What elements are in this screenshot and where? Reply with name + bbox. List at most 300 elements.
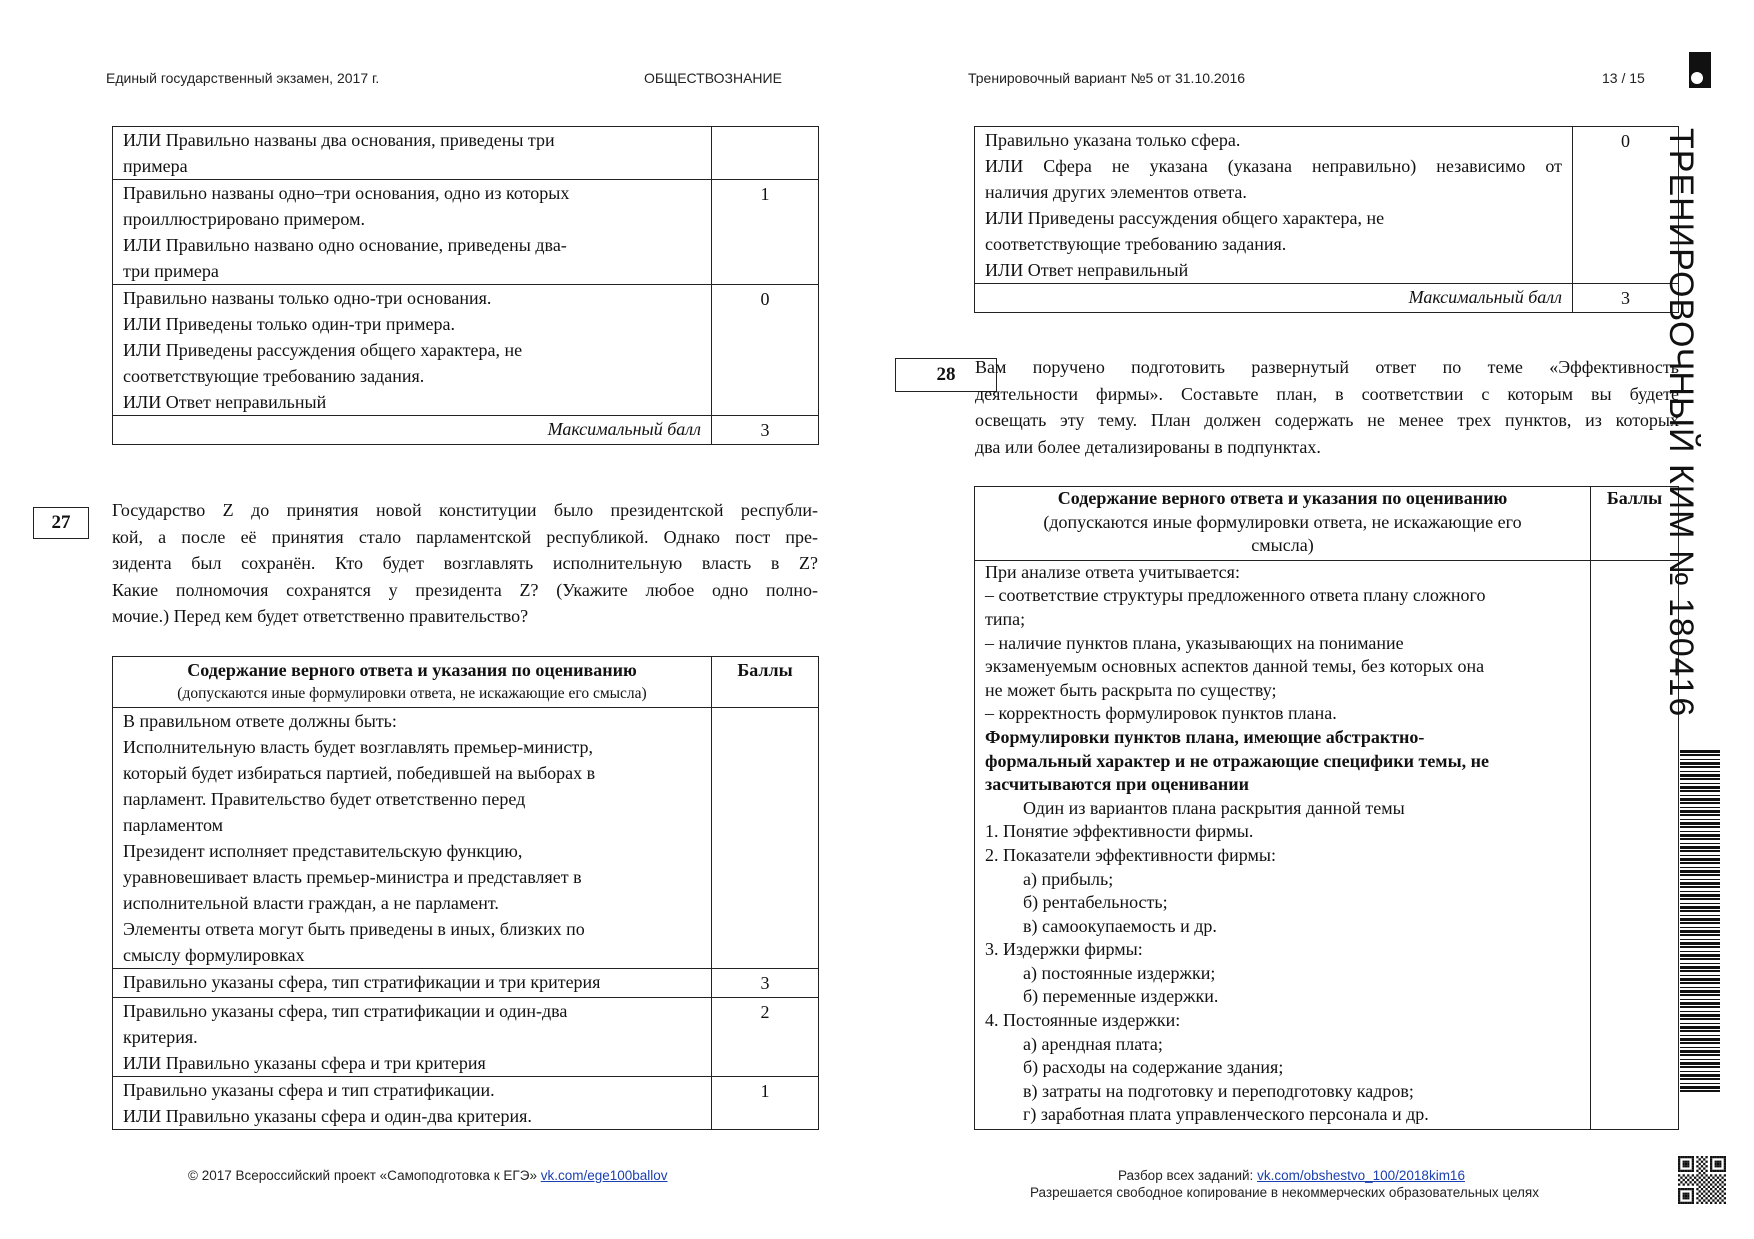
criteria-line: Правильно указаны сфера, тип стратификации и один-два [123,1001,568,1021]
qr-cell [1685,1181,1687,1183]
qr-cell [1678,1167,1680,1169]
qr-cell [1710,1165,1712,1167]
barcode-bar [1680,987,1720,988]
qr-cell [1719,1174,1721,1176]
footer-left [188,1168,668,1183]
criteria-cell [113,285,712,416]
barcode-bar [1680,1083,1720,1084]
qr-cell [1678,1199,1680,1201]
qr-cell [1678,1161,1680,1163]
qr-cell [1678,1174,1680,1176]
header-page: 13 / 15 [1602,70,1645,86]
qr-cell [1692,1156,1694,1158]
barcode-bar [1680,1054,1720,1056]
barcode-bar [1680,790,1720,792]
barcode-bar [1680,1030,1720,1032]
qr-cell [1705,1193,1707,1195]
qr-cell [1724,1197,1726,1199]
plan-item: 2. Показатели эффективности фирмы: [985,844,1276,865]
table27-head-score: Баллы [712,657,819,708]
qr-cell [1703,1195,1705,1197]
qr-cell [1678,1202,1680,1204]
criteria-line: ИЛИ Правильно указаны сфера и один-два критерия. [123,1106,532,1126]
qr-cell [1680,1202,1682,1204]
task-28-text [975,354,1679,460]
qr-cell [1708,1190,1710,1192]
qr-cell [1692,1195,1694,1197]
footer-left-text: © 2017 Всероссийский проект «Самоподготовка к ЕГЭ» [188,1168,537,1183]
qr-cell [1705,1170,1707,1172]
qr-cell [1696,1156,1698,1158]
qr-cell [1710,1163,1712,1165]
criteria-score: 1 [712,180,819,285]
qr-cell [1719,1183,1721,1185]
criteria-score: 1 [712,1077,819,1130]
intro-line: типа; [985,608,1026,629]
qr-cell [1719,1188,1721,1190]
qr-cell [1710,1170,1712,1172]
qr-cell [1705,1165,1707,1167]
qr-cell [1705,1174,1707,1176]
qr-cell [1689,1181,1691,1183]
qr-cell [1683,1163,1685,1165]
qr-cell [1692,1170,1694,1172]
qr-cell [1724,1163,1726,1165]
qr-cell [1710,1188,1712,1190]
plan-subitem: б) переменные издержки. [1023,986,1219,1007]
qr-cell [1719,1170,1721,1172]
qr-cell [1678,1165,1680,1167]
qr-cell [1717,1170,1719,1172]
table28-head-score: Баллы [1591,487,1679,561]
plan-item: 1. Понятие эффективности фирмы. [985,821,1254,842]
task-27-line: кой, а после её принятия стало парламентской республикой. Однако пост пре- [112,526,818,547]
intro-line: При анализе ответа учитывается: [985,561,1240,582]
qr-cell [1719,1161,1721,1163]
task-28-line: Вам поручено подготовить развернутый ответ по теме «Эффективность [975,357,1679,377]
qr-cell [1724,1179,1726,1181]
qr-cell [1692,1158,1694,1160]
qr-cell [1699,1167,1701,1169]
qr-cell [1712,1199,1714,1201]
criteria-line: критерия. [123,1027,198,1047]
barcode-bar [1680,874,1720,876]
barcode-bar [1680,963,1720,964]
barcode-bar [1680,1062,1720,1065]
intro-line: – соответствие структуры предложенного ответа плану сложного [985,585,1486,606]
qr-cell [1724,1158,1726,1160]
qr-cell [1712,1156,1714,1158]
qr-cell [1687,1197,1689,1199]
qr-cell [1712,1181,1714,1183]
barcode-bar [1680,927,1720,928]
qr-cell [1685,1188,1687,1190]
qr-code [1678,1156,1726,1204]
barcode-bar [1680,990,1720,993]
table28-content [975,560,1591,1129]
qr-cell [1692,1193,1694,1195]
bold-note-line: формальный характер и не отражающие специфики темы, не [985,750,1489,771]
barcode-bar [1680,966,1720,969]
qr-cell [1683,1195,1685,1197]
criteria-line: ИЛИ Правильно названы два основания, приведены три [123,130,555,150]
task-number-27: 27 [33,507,89,539]
qr-cell [1701,1183,1703,1185]
qr-cell [1687,1163,1689,1165]
criteria-row [113,285,819,416]
barcode-bar [1680,898,1720,900]
qr-cell [1724,1167,1726,1169]
qr-cell [1710,1167,1712,1169]
max-label: Максимальный балл [113,416,712,445]
qr-cell [1703,1172,1705,1174]
barcode-bar [1680,1050,1720,1053]
qr-cell [1715,1161,1717,1163]
qr-cell [1687,1183,1689,1185]
qr-cell [1719,1197,1721,1199]
qr-cell [1705,1183,1707,1185]
qr-cell [1683,1179,1685,1181]
qr-cell [1701,1161,1703,1163]
barcode-bar [1680,939,1720,940]
barcode [1680,750,1720,1100]
answer-line: Исполнительную власть будет возглавлять премьер-министр, [123,737,594,757]
qr-cell [1694,1181,1696,1183]
qr-cell [1703,1181,1705,1183]
criteria-line: ИЛИ Приведены рассуждения общего характера, не [123,340,523,360]
qr-cell [1694,1177,1696,1179]
qr-cell [1721,1195,1723,1197]
qr-cell [1685,1195,1687,1197]
qr-cell [1685,1193,1687,1195]
barcode-bar [1680,1059,1720,1060]
qr-cell [1724,1170,1726,1172]
qr-cell [1701,1193,1703,1195]
right-top-max-label: Максимальный балл [975,284,1573,313]
intro-line: – наличие пунктов плана, указывающих на понимание [985,632,1404,653]
qr-cell [1701,1188,1703,1190]
qr-cell [1685,1163,1687,1165]
qr-cell [1685,1156,1687,1158]
qr-cell [1699,1199,1701,1201]
qr-cell [1685,1161,1687,1163]
criteria-cell [113,998,712,1077]
qr-cell [1719,1179,1721,1181]
barcode-bar [1680,1006,1720,1008]
max-row [113,416,819,445]
qr-cell [1699,1158,1701,1160]
qr-cell [1705,1179,1707,1181]
criteria-score: 3 [712,969,819,998]
barcode-bar [1680,766,1720,768]
criteria-line: ИЛИ Правильно указаны сфера и три критерия [123,1053,486,1073]
qr-cell [1692,1202,1694,1204]
qr-cell [1683,1183,1685,1185]
criteria-row [113,180,819,285]
qr-cell [1696,1202,1698,1204]
qr-cell [1721,1181,1723,1183]
plan-title: Один из вариантов плана раскрытия данной темы [1023,797,1405,818]
answer-line: уравновешивает власть премьер-министра и представляет в [123,867,582,887]
plan-subitem: б) расходы на содержание здания; [1023,1057,1284,1078]
qr-cell [1712,1170,1714,1172]
qr-cell [1683,1202,1685,1204]
qr-cell [1717,1163,1719,1165]
barcode-bar [1680,942,1720,945]
intro-line: не может быть раскрыта по существу; [985,679,1277,700]
footer-right-link[interactable]: vk.com/obshestvo_100/2018kim16 [1257,1168,1465,1183]
barcode-bar [1680,922,1720,924]
barcode-bar [1680,783,1720,784]
task-28-line: деятельности фирмы». Составьте план, в соответствии с которым вы будете [975,383,1679,404]
qr-cell [1701,1197,1703,1199]
barcode-bar [1680,975,1720,976]
answer-line: парламентом [123,815,224,835]
header-variant: Тренировочный вариант №5 от 31.10.2016 [968,70,1246,86]
qr-cell [1701,1179,1703,1181]
plan-subitem: а) прибыль; [1023,868,1114,889]
qr-cell [1685,1202,1687,1204]
qr-cell [1687,1179,1689,1181]
qr-cell [1685,1197,1687,1199]
qr-cell [1705,1202,1707,1204]
qr-cell [1701,1170,1703,1172]
criteria-row [113,969,819,998]
barcode-bar [1680,1066,1720,1068]
qr-cell [1701,1165,1703,1167]
qr-cell [1692,1183,1694,1185]
qr-cell [1724,1202,1726,1204]
barcode-bar [1680,915,1720,916]
barcode-bar [1680,814,1720,816]
barcode-bar [1680,999,1720,1000]
criteria-line: Правильно указаны сфера и тип стратификации. [123,1080,495,1100]
qr-cell [1687,1193,1689,1195]
max-value: 3 [712,416,819,445]
qr-cell [1712,1177,1714,1179]
qr-cell [1724,1161,1726,1163]
criteria-line: ИЛИ Ответ неправильный [985,260,1189,280]
qr-cell [1683,1174,1685,1176]
qr-cell [1710,1174,1712,1176]
criteria-line: Правильно указаны сфера, тип стратификации и три критерия [123,972,601,992]
qr-cell [1699,1172,1701,1174]
criteria-line: ИЛИ Приведены рассуждения общего характера, не [985,208,1385,228]
qr-cell [1678,1163,1680,1165]
qr-cell [1715,1183,1717,1185]
qr-cell [1696,1188,1698,1190]
intro-line: экзаменуемым основных аспектов данной темы, без которых она [985,656,1485,677]
qr-cell [1705,1188,1707,1190]
qr-cell [1710,1193,1712,1195]
barcode-bar [1680,891,1720,892]
criteria-line: соответствующие требованию задания. [123,366,425,386]
qr-cell [1678,1156,1680,1158]
qr-cell [1699,1195,1701,1197]
criteria-line: ИЛИ Правильно названо одно основание, приведены два- [123,235,567,255]
barcode-bar [1680,855,1720,856]
barcode-bar [1680,802,1720,804]
barcode-bar [1680,858,1720,861]
barcode-bar [1680,978,1720,981]
qr-cell [1703,1186,1705,1188]
qr-cell [1703,1167,1705,1169]
barcode-bar [1680,838,1720,840]
qr-cell [1708,1181,1710,1183]
qr-cell [1701,1174,1703,1176]
qr-cell [1699,1190,1701,1192]
qr-cell [1715,1174,1717,1176]
barcode-bar [1680,1035,1720,1036]
qr-cell [1692,1199,1694,1201]
barcode-bar [1680,867,1720,868]
qr-cell [1724,1174,1726,1176]
barcode-bar [1680,1038,1720,1041]
answer-line: В правильном ответе должны быть: [123,711,397,731]
barcode-bar [1680,1086,1720,1089]
qr-cell [1724,1193,1726,1195]
barcode-bar [1680,826,1720,828]
qr-cell [1715,1170,1717,1172]
task-28-line: освещать эту тему. План должен содержать не менее трех пунктов, из которых [975,410,1679,430]
qr-cell [1715,1193,1717,1195]
barcode-bar [1680,1071,1720,1072]
qr-cell [1701,1156,1703,1158]
qr-cell [1678,1170,1680,1172]
barcode-bar [1680,982,1720,984]
qr-cell [1678,1197,1680,1199]
qr-cell [1715,1179,1717,1181]
corner-mark [1689,52,1711,88]
qr-cell [1692,1188,1694,1190]
qr-cell [1721,1177,1723,1179]
qr-cell [1710,1179,1712,1181]
table27-head-title: Содержание верного ответа и указания по оцениванию [187,660,637,680]
qr-cell [1710,1202,1712,1204]
barcode-bar [1680,870,1720,873]
criteria-cell [113,1077,712,1130]
qr-cell [1717,1181,1719,1183]
qr-cell [1692,1190,1694,1192]
barcode-bar [1680,934,1720,936]
qr-cell [1710,1158,1712,1160]
plan-subitem: а) арендная плата; [1023,1033,1163,1054]
qr-cell [1683,1193,1685,1195]
qr-cell [1719,1163,1721,1165]
qr-cell [1715,1165,1717,1167]
bold-note-line: засчитываются при оценивании [985,774,1249,795]
criteria-line: ИЛИ Ответ неправильный [123,392,327,412]
qr-cell [1687,1165,1689,1167]
qr-cell [1717,1161,1719,1163]
intro-line: – корректность формулировок пунктов плана. [985,703,1337,724]
criteria-line: проиллюстрировано примером. [123,209,365,229]
barcode-bar [1680,882,1720,885]
plan-subitem: г) заработная плата управленческого персонала и др. [1023,1104,1429,1125]
table27-head-sub: (допускаются иные формулировки ответа, не искажающие его смысла) [177,685,647,702]
qr-cell [1683,1156,1685,1158]
qr-cell [1678,1188,1680,1190]
qr-cell [1724,1183,1726,1185]
barcode-bar [1680,846,1720,849]
qr-cell [1696,1183,1698,1185]
qr-cell [1696,1179,1698,1181]
qr-cell [1678,1158,1680,1160]
qr-cell [1717,1190,1719,1192]
qr-cell [1710,1183,1712,1185]
task-28-line: два или более детализированы в подпунктах. [975,436,1321,457]
qr-cell [1719,1165,1721,1167]
barcode-bar [1680,762,1720,765]
answer-line: парламент. Правительство будет ответственно перед [123,789,526,809]
qr-cell [1710,1156,1712,1158]
qr-cell [1678,1183,1680,1185]
qr-cell [1687,1156,1689,1158]
barcode-bar [1680,903,1720,904]
footer-left-link[interactable]: vk.com/ege100ballov [540,1168,668,1183]
qr-cell [1705,1156,1707,1158]
criteria-line: Правильно указана только сфера. [985,130,1241,150]
answer-line: который будет избираться партией, победившей на выборах в [123,763,596,783]
right-top-max-value: 3 [1573,284,1679,313]
barcode-bar [1680,843,1720,844]
header-exam: Единый государственный экзамен, 2017 г. [106,70,380,86]
qr-cell [1689,1177,1691,1179]
qr-cell [1721,1199,1723,1201]
barcode-bar [1680,1018,1720,1020]
qr-cell [1687,1195,1689,1197]
barcode-bar [1680,1074,1720,1077]
qr-cell [1721,1156,1723,1158]
criteria-line: Правильно названы только одно-три основания. [123,288,492,308]
bold-note-line: Формулировки пунктов плана, имеющие абстрактно- [985,726,1425,747]
plan-subitem: б) рентабельность; [1023,892,1168,913]
criteria-row [113,127,819,180]
qr-cell [1696,1165,1698,1167]
criteria-line: Правильно названы одно–три основания, одно из которых [123,183,570,203]
scoring-table-27 [112,656,819,1130]
qr-cell [1696,1197,1698,1199]
barcode-bar [1680,771,1720,772]
qr-cell [1692,1174,1694,1176]
qr-cell [1703,1163,1705,1165]
barcode-bar [1680,1078,1720,1080]
barcode-bar [1680,1026,1720,1029]
plan-subitem: в) затраты на подготовку и переподготовку кадров; [1023,1080,1414,1101]
plan-item: 3. Издержки фирмы: [985,939,1143,960]
qr-cell [1680,1156,1682,1158]
criteria-line: соответствующие требованию задания. [985,234,1287,254]
task-27-text [112,497,818,630]
barcode-bar [1680,970,1720,972]
qr-cell [1715,1197,1717,1199]
qr-cell [1705,1161,1707,1163]
criteria-line: ИЛИ Сфера не указана (указана неправильно) независимо от [985,156,1562,176]
qr-cell [1717,1186,1719,1188]
answer-row [113,708,819,969]
qr-cell [1678,1190,1680,1192]
task-27-line: Какие полномочия сохранятся у президента Z? (Укажите любое одно полно- [112,579,818,600]
qr-cell [1696,1170,1698,1172]
right-top-criteria [975,127,1573,284]
qr-cell [1683,1188,1685,1190]
qr-cell [1710,1161,1712,1163]
qr-cell [1712,1190,1714,1192]
barcode-bar [1680,954,1720,957]
qr-cell [1680,1177,1682,1179]
scoring-table-27-continued [974,126,1679,313]
table28-head-title: Содержание верного ответа и указания по оцениванию [1057,488,1508,508]
